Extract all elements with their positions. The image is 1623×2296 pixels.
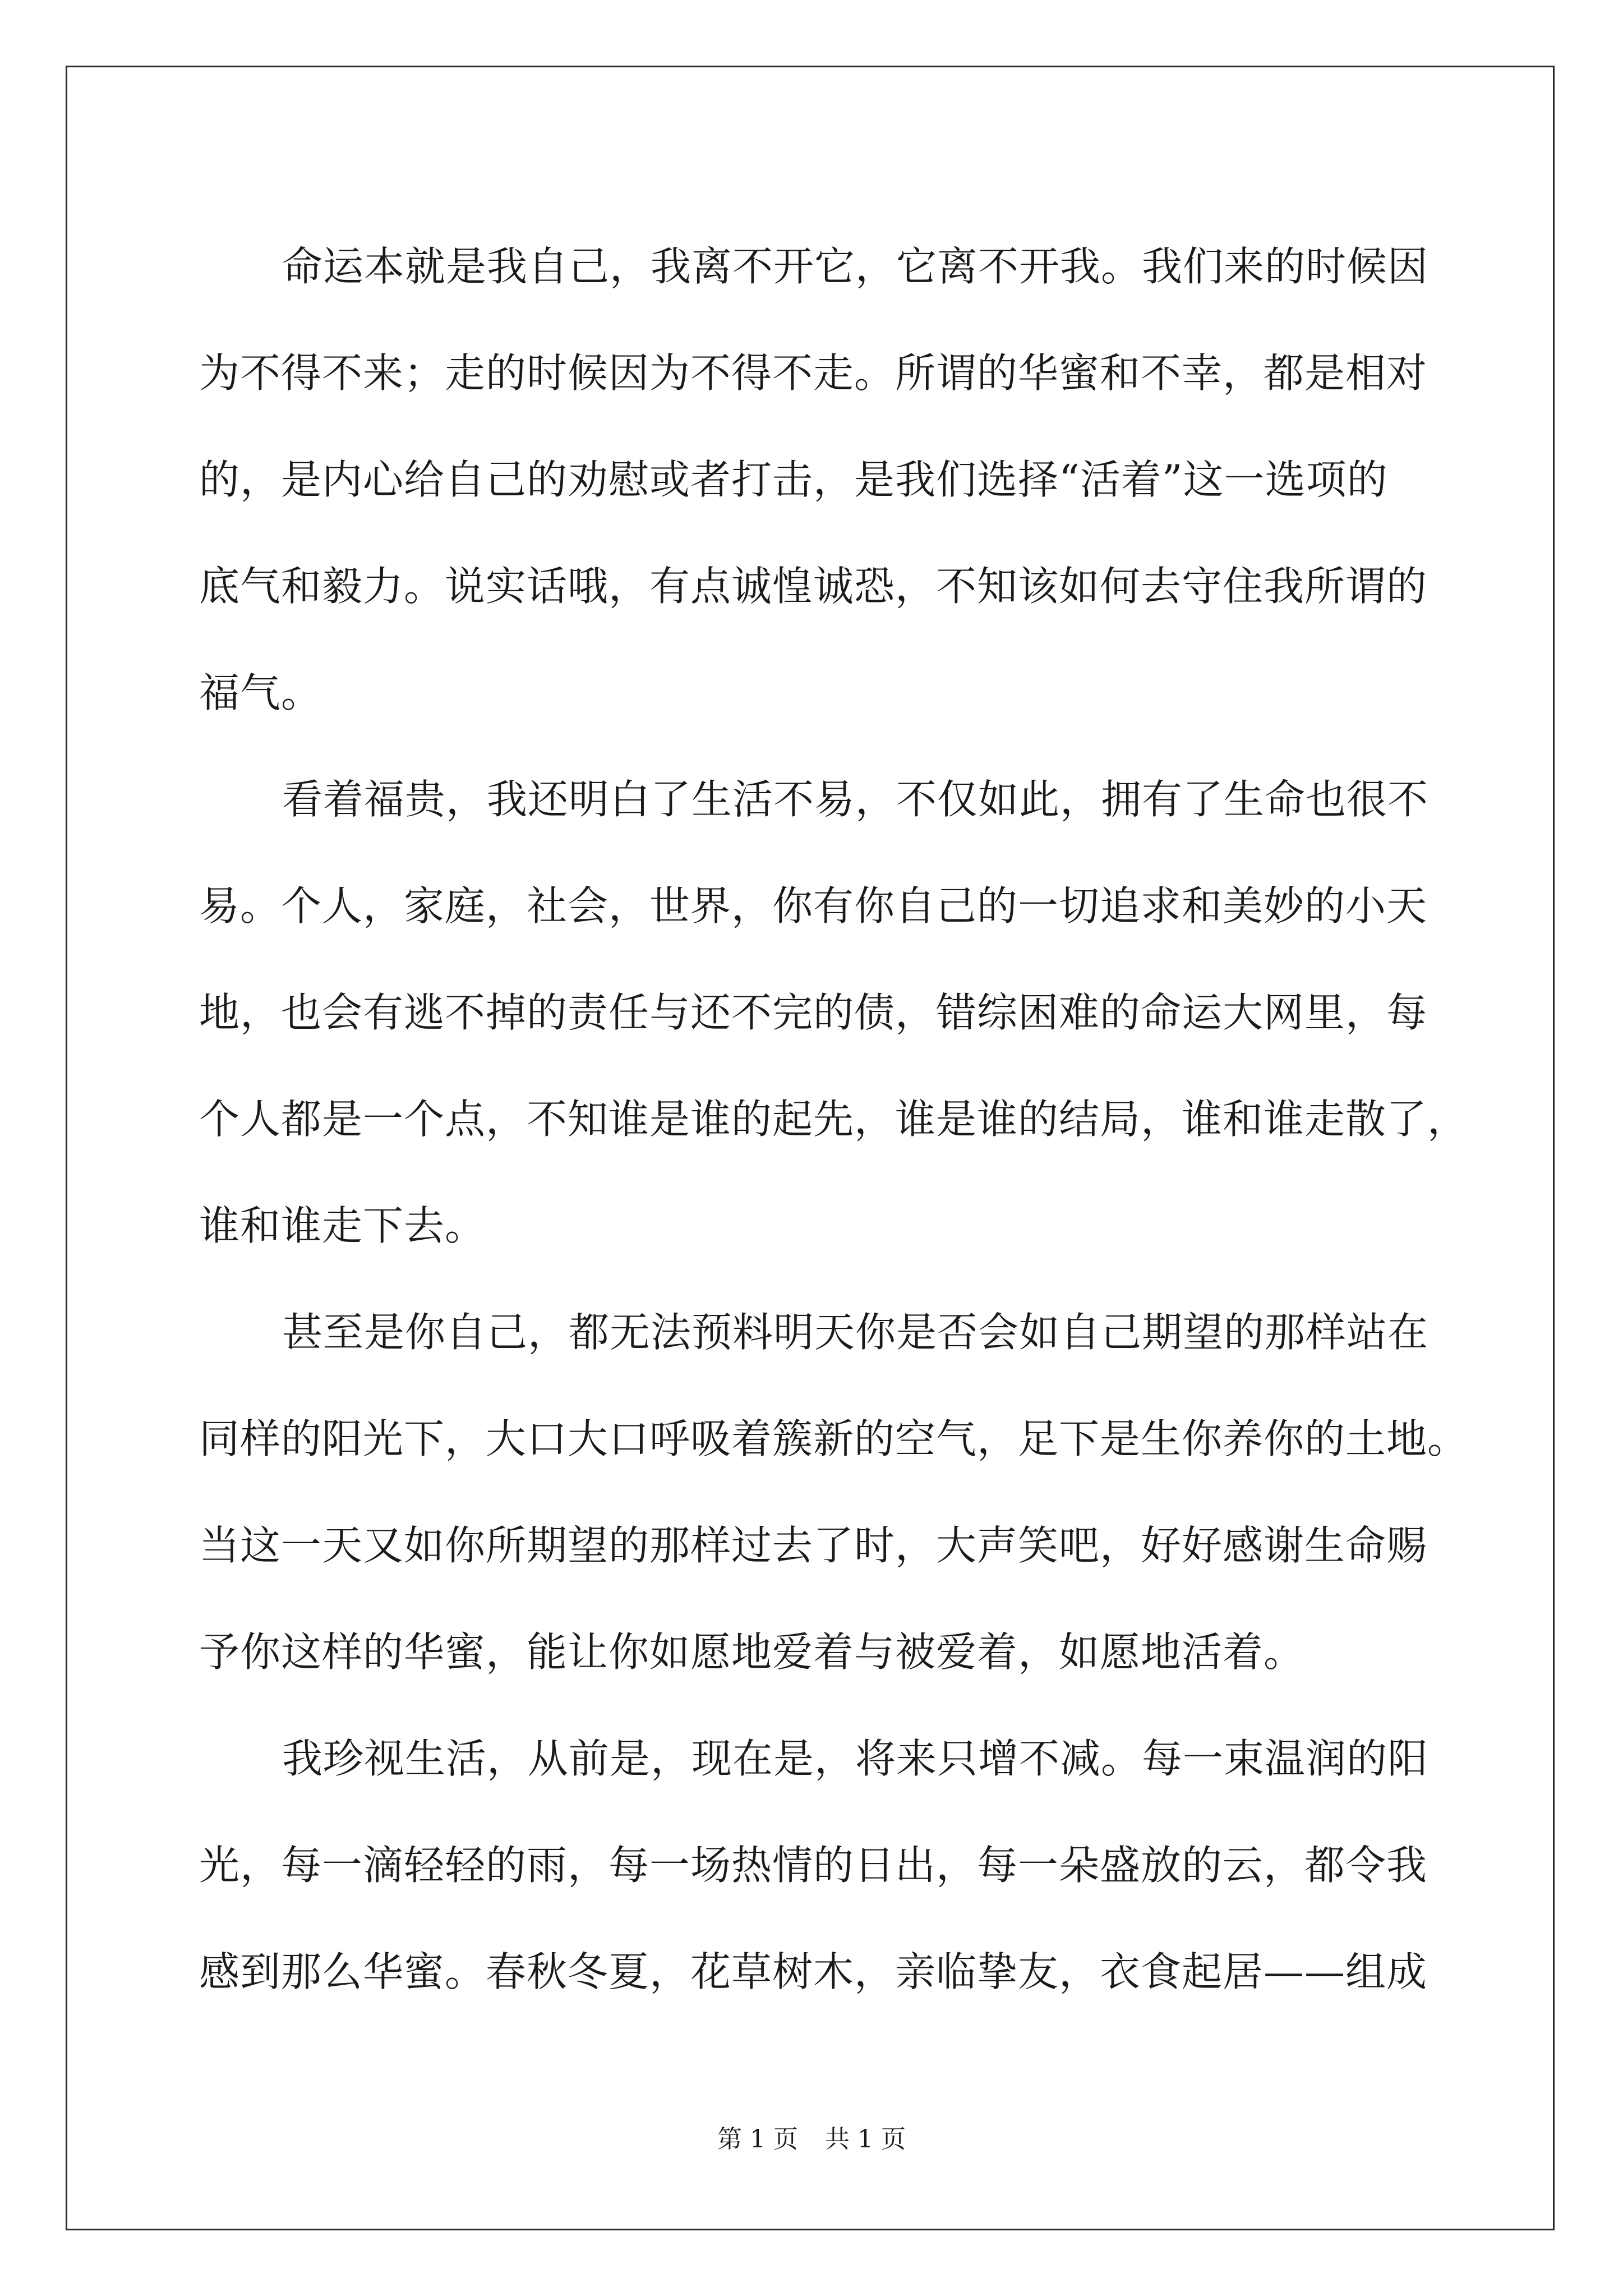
paragraph-4 [199,1705,1427,2025]
paragraph-line: 地，也会有逃不掉的责任与还不完的债，错综困难的命运大网里，每 [199,989,1428,1036]
paragraph-line: 谁和谁走下去。 [199,1202,486,1249]
paragraph-line: 感到那么华蜜。春秋冬夏，花草树木，亲临挚友，衣食起居——组成 [199,1948,1428,1995]
paragraph-line: 福气。 [199,669,322,716]
paragraph-line: 个人都是一个点，不知谁是谁的起先，谁是谁的结局，谁和谁走散了， [199,1096,1469,1143]
paragraph-line: 的，是内心给自己的劝慰或者打击，是我们选择“活着”这一选项的 [199,456,1388,503]
page-number-total: 共 1 页 [825,2125,906,2154]
paragraph-line: 为不得不来；走的时候因为不得不走。所谓的华蜜和不幸，都是相对 [199,349,1428,397]
paragraph-line: 底气和毅力。说实话哦，有点诚惶诚恐，不知该如何去守住我所谓的 [199,563,1428,610]
paragraph-line: 命运本就是我自己，我离不开它，它离不开我。我们来的时候因 [282,243,1429,290]
paragraph-3 [199,1279,1469,1705]
page-number-current: 第 1 页 [717,2125,798,2154]
paragraph-1 [199,213,1427,746]
paragraph-line: 看着福贵，我还明白了生活不易，不仅如此，拥有了生命也很不 [282,776,1429,823]
page-footer [0,2119,1623,2155]
paragraph-2 [199,746,1469,1279]
paragraph-line: 当这一天又如你所期望的那样过去了时，大声笑吧，好好感谢生命赐 [199,1522,1428,1569]
paragraph-line: 甚至是你自己，都无法预料明天你是否会如自己期望的那样站在 [282,1309,1429,1356]
paragraph-line: 光，每一滴轻轻的雨，每一场热情的日出，每一朵盛放的云，都令我 [199,1842,1428,1889]
paragraph-line: 予你这样的华蜜，能让你如愿地爱着与被爱着，如愿地活着。 [199,1628,1305,1676]
document-body [199,213,1469,2025]
paragraph-line: 我珍视生活，从前是，现在是，将来只增不减。每一束温润的阳 [282,1735,1429,1782]
paragraph-line: 同样的阳光下，大口大口呼吸着簇新的空气，足下是生你养你的土地。 [199,1415,1469,1462]
paragraph-line: 易。个人，家庭，社会，世界，你有你自己的一切追求和美妙的小天 [199,882,1428,930]
